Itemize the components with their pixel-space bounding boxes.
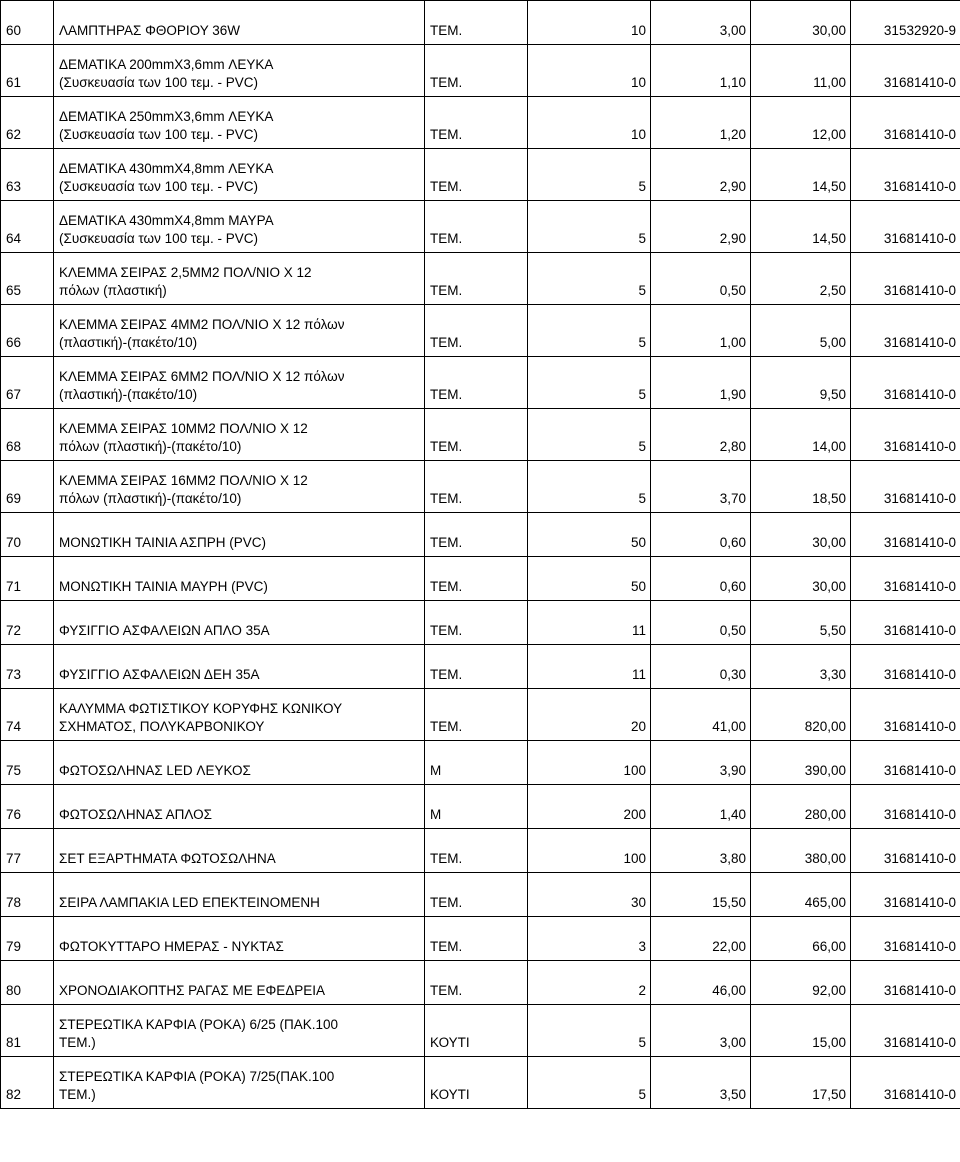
cpv-code-cell: 31681410-0 (851, 741, 960, 785)
row-number: 63 (1, 149, 54, 201)
item-description (54, 305, 425, 357)
table-row (1, 461, 960, 513)
row-number: 61 (1, 45, 54, 97)
total-cell: 18,50 (751, 461, 851, 513)
cpv-code-cell: 31681410-0 (851, 873, 960, 917)
description-line: ΜΟΝΩΤΙΚΗ ΤΑΙΝΙΑ ΜΑΥΡΗ (PVC) (59, 579, 268, 594)
unit-price-cell: 0,30 (651, 645, 751, 689)
description-line: πόλων (πλαστική)-(πακέτο/10) (59, 439, 242, 454)
description-line: (Συσκευασία των 100 τεμ. - PVC) (59, 75, 258, 90)
table-row (1, 785, 960, 829)
unit-cell: ΤΕΜ. (425, 201, 528, 253)
description-line: ΚΛΕΜΜΑ ΣΕΙΡΑΣ 6ΜΜ2 ΠΟΛ/ΝΙΟ Χ 12 πόλων (59, 369, 345, 384)
description-line: ΜΟΝΩΤΙΚΗ ΤΑΙΝΙΑ ΑΣΠΡΗ (PVC) (59, 535, 266, 550)
item-description (54, 785, 425, 829)
table-row (1, 873, 960, 917)
total-cell: 3,30 (751, 645, 851, 689)
total-cell: 12,00 (751, 97, 851, 149)
total-cell: 14,50 (751, 149, 851, 201)
cpv-code-cell: 31681410-0 (851, 785, 960, 829)
table-row (1, 741, 960, 785)
table-row (1, 1057, 960, 1109)
item-description (54, 1, 425, 45)
unit-price-cell: 1,20 (651, 97, 751, 149)
unit-cell: ΚΟΥΤΙ (425, 1005, 528, 1057)
row-number: 68 (1, 409, 54, 461)
table-row (1, 305, 960, 357)
unit-cell: ΤΕΜ. (425, 829, 528, 873)
quantity-cell: 5 (528, 409, 651, 461)
items-table-body (1, 1, 960, 1109)
description-line: ΔΕΜΑΤΙΚΑ 250mmX3,6mm ΛΕΥΚΑ (59, 109, 274, 124)
unit-price-cell: 3,90 (651, 741, 751, 785)
unit-cell: ΤΕΜ. (425, 689, 528, 741)
cpv-code-cell: 31681410-0 (851, 253, 960, 305)
description-line: ΛΑΜΠΤΗΡΑΣ ΦΘΟΡΙΟΥ 36W (59, 23, 240, 38)
unit-price-cell: 15,50 (651, 873, 751, 917)
quantity-cell: 20 (528, 689, 651, 741)
unit-price-cell: 2,80 (651, 409, 751, 461)
cpv-code-cell: 31681410-0 (851, 689, 960, 741)
row-number: 77 (1, 829, 54, 873)
table-row (1, 829, 960, 873)
description-line: ΚΛΕΜΜΑ ΣΕΙΡΑΣ 4ΜΜ2 ΠΟΛ/ΝΙΟ Χ 12 πόλων (59, 317, 345, 332)
unit-price-cell: 0,50 (651, 253, 751, 305)
quantity-cell: 11 (528, 601, 651, 645)
description-line: ΣΧΗΜΑΤΟΣ, ΠΟΛΥΚΑΡΒΟΝΙΚΟΥ (59, 719, 265, 734)
table-row (1, 149, 960, 201)
row-number: 65 (1, 253, 54, 305)
unit-cell: ΤΕΜ. (425, 305, 528, 357)
cpv-code-cell: 31681410-0 (851, 1005, 960, 1057)
description-line: (Συσκευασία των 100 τεμ. - PVC) (59, 179, 258, 194)
quantity-cell: 5 (528, 149, 651, 201)
unit-price-cell: 3,80 (651, 829, 751, 873)
cpv-code-cell: 31681410-0 (851, 305, 960, 357)
unit-cell: Μ (425, 785, 528, 829)
unit-cell: ΤΕΜ. (425, 253, 528, 305)
quantity-cell: 11 (528, 645, 651, 689)
description-line: ΔΕΜΑΤΙΚΑ 430mmX4,8mm ΜΑΥΡΑ (59, 213, 274, 228)
description-line: (πλαστική)-(πακέτο/10) (59, 387, 198, 402)
item-description (54, 201, 425, 253)
cpv-code-cell: 31681410-0 (851, 961, 960, 1005)
unit-cell: ΚΟΥΤΙ (425, 1057, 528, 1109)
unit-price-cell: 1,10 (651, 45, 751, 97)
total-cell: 390,00 (751, 741, 851, 785)
cpv-code-cell: 31681410-0 (851, 1057, 960, 1109)
unit-cell: Μ (425, 741, 528, 785)
item-description (54, 461, 425, 513)
cpv-code-cell: 31681410-0 (851, 409, 960, 461)
quantity-cell: 10 (528, 45, 651, 97)
quantity-cell: 50 (528, 513, 651, 557)
unit-price-cell: 3,50 (651, 1057, 751, 1109)
row-number: 79 (1, 917, 54, 961)
item-description (54, 645, 425, 689)
quantity-cell: 5 (528, 305, 651, 357)
unit-price-cell: 3,00 (651, 1005, 751, 1057)
row-number: 71 (1, 557, 54, 601)
unit-cell: ΤΕΜ. (425, 1, 528, 45)
total-cell: 15,00 (751, 1005, 851, 1057)
quantity-cell: 5 (528, 201, 651, 253)
row-number: 60 (1, 1, 54, 45)
table-row (1, 645, 960, 689)
unit-cell: ΤΕΜ. (425, 461, 528, 513)
total-cell: 280,00 (751, 785, 851, 829)
unit-cell: ΤΕΜ. (425, 409, 528, 461)
item-description (54, 829, 425, 873)
unit-cell: ΤΕΜ. (425, 873, 528, 917)
item-description (54, 253, 425, 305)
cpv-code-cell: 31681410-0 (851, 917, 960, 961)
unit-cell: ΤΕΜ. (425, 917, 528, 961)
cpv-code-cell: 31681410-0 (851, 461, 960, 513)
unit-cell: ΤΕΜ. (425, 97, 528, 149)
total-cell: 465,00 (751, 873, 851, 917)
row-number: 66 (1, 305, 54, 357)
cpv-code-cell: 31681410-0 (851, 645, 960, 689)
item-description (54, 409, 425, 461)
table-row (1, 557, 960, 601)
table-row (1, 689, 960, 741)
description-line: ΣΕΤ ΕΞΑΡΤΗΜΑΤΑ ΦΩΤΟΣΩΛΗΝΑ (59, 851, 276, 866)
quantity-cell: 100 (528, 741, 651, 785)
unit-price-cell: 3,00 (651, 1, 751, 45)
description-line: (Συσκευασία των 100 τεμ. - PVC) (59, 127, 258, 142)
description-line: ΚΛΕΜΜΑ ΣΕΙΡΑΣ 16ΜΜ2 ΠΟΛ/ΝΙΟ Χ 12 (59, 473, 308, 488)
row-number: 81 (1, 1005, 54, 1057)
item-description (54, 741, 425, 785)
item-description (54, 1005, 425, 1057)
row-number: 82 (1, 1057, 54, 1109)
row-number: 62 (1, 97, 54, 149)
description-line: ΦΥΣΙΓΓΙΟ ΑΣΦΑΛΕΙΩΝ ΔΕΗ 35Α (59, 667, 260, 682)
quantity-cell: 10 (528, 1, 651, 45)
unit-price-cell: 1,40 (651, 785, 751, 829)
table-row (1, 1, 960, 45)
total-cell: 5,00 (751, 305, 851, 357)
quantity-cell: 30 (528, 873, 651, 917)
unit-price-cell: 3,70 (651, 461, 751, 513)
description-line: ΚΑΛΥΜΜΑ ΦΩΤΙΣΤΙΚΟΥ ΚΟΡΥΦΗΣ ΚΩΝΙΚΟΥ (59, 701, 343, 716)
cpv-code-cell: 31532920-9 (851, 1, 960, 45)
total-cell: 17,50 (751, 1057, 851, 1109)
row-number: 69 (1, 461, 54, 513)
cpv-code-cell: 31681410-0 (851, 601, 960, 645)
description-line: ΣΕΙΡΑ ΛΑΜΠΑΚΙΑ LED ΕΠΕΚΤΕΙΝΟΜΕΝΗ (59, 895, 320, 910)
row-number: 67 (1, 357, 54, 409)
total-cell: 30,00 (751, 513, 851, 557)
unit-cell: ΤΕΜ. (425, 961, 528, 1005)
total-cell: 5,50 (751, 601, 851, 645)
description-line: ΧΡΟΝΟΔΙΑΚΟΠΤΗΣ ΡΑΓΑΣ ΜΕ ΕΦΕΔΡΕΙΑ (59, 983, 326, 998)
unit-price-cell: 2,90 (651, 149, 751, 201)
total-cell: 14,00 (751, 409, 851, 461)
item-description (54, 149, 425, 201)
description-line: ΔΕΜΑΤΙΚΑ 430mmX4,8mm ΛΕΥΚΑ (59, 161, 274, 176)
table-row (1, 1005, 960, 1057)
total-cell: 380,00 (751, 829, 851, 873)
quantity-cell: 50 (528, 557, 651, 601)
table-row (1, 97, 960, 149)
quantity-cell: 5 (528, 1057, 651, 1109)
cpv-code-cell: 31681410-0 (851, 557, 960, 601)
unit-cell: ΤΕΜ. (425, 357, 528, 409)
item-description (54, 1057, 425, 1109)
unit-price-cell: 22,00 (651, 917, 751, 961)
quantity-cell: 5 (528, 253, 651, 305)
description-line: (πλαστική)-(πακέτο/10) (59, 335, 198, 350)
total-cell: 9,50 (751, 357, 851, 409)
description-line: ΤΕΜ.) (59, 1087, 96, 1102)
row-number: 72 (1, 601, 54, 645)
unit-price-cell: 2,90 (651, 201, 751, 253)
table-row (1, 253, 960, 305)
description-line: πόλων (πλαστική)-(πακέτο/10) (59, 491, 242, 506)
quantity-cell: 2 (528, 961, 651, 1005)
table-row (1, 917, 960, 961)
item-description (54, 961, 425, 1005)
total-cell: 11,00 (751, 45, 851, 97)
unit-cell: ΤΕΜ. (425, 149, 528, 201)
quantity-cell: 5 (528, 461, 651, 513)
description-line: πόλων (πλαστική) (59, 283, 167, 298)
unit-price-cell: 1,90 (651, 357, 751, 409)
row-number: 76 (1, 785, 54, 829)
unit-price-cell: 46,00 (651, 961, 751, 1005)
unit-cell: ΤΕΜ. (425, 601, 528, 645)
unit-price-cell: 41,00 (651, 689, 751, 741)
unit-price-cell: 0,60 (651, 557, 751, 601)
quantity-cell: 200 (528, 785, 651, 829)
table-row (1, 45, 960, 97)
unit-cell: ΤΕΜ. (425, 557, 528, 601)
quantity-cell: 3 (528, 917, 651, 961)
quantity-cell: 5 (528, 357, 651, 409)
item-description (54, 917, 425, 961)
cpv-code-cell: 31681410-0 (851, 513, 960, 557)
total-cell: 14,50 (751, 201, 851, 253)
description-line: ΚΛΕΜΜΑ ΣΕΙΡΑΣ 10ΜΜ2 ΠΟΛ/ΝΙΟ Χ 12 (59, 421, 308, 436)
unit-cell: ΤΕΜ. (425, 645, 528, 689)
item-description (54, 97, 425, 149)
item-description (54, 557, 425, 601)
row-number: 80 (1, 961, 54, 1005)
row-number: 75 (1, 741, 54, 785)
table-row (1, 513, 960, 557)
unit-price-cell: 1,00 (651, 305, 751, 357)
row-number: 70 (1, 513, 54, 557)
item-description (54, 689, 425, 741)
unit-cell: ΤΕΜ. (425, 45, 528, 97)
total-cell: 30,00 (751, 557, 851, 601)
quantity-cell: 10 (528, 97, 651, 149)
description-line: ΚΛΕΜΜΑ ΣΕΙΡΑΣ 2,5ΜΜ2 ΠΟΛ/ΝΙΟ Χ 12 (59, 265, 312, 280)
description-line: (Συσκευασία των 100 τεμ. - PVC) (59, 231, 258, 246)
item-description (54, 513, 425, 557)
table-row (1, 601, 960, 645)
unit-price-cell: 0,60 (651, 513, 751, 557)
description-line: ΔΕΜΑΤΙΚΑ 200mmX3,6mm ΛΕΥΚΑ (59, 57, 274, 72)
cpv-code-cell: 31681410-0 (851, 45, 960, 97)
description-line: ΦΩΤΟΚΥΤΤΑΡΟ ΗΜΕΡΑΣ - ΝΥΚΤΑΣ (59, 939, 284, 954)
item-description (54, 45, 425, 97)
total-cell: 66,00 (751, 917, 851, 961)
table-row (1, 201, 960, 253)
description-line: ΣΤΕΡΕΩΤΙΚΑ ΚΑΡΦΙΑ (ΡΟΚΑ) 7/25(ΠΑΚ.100 (59, 1069, 335, 1084)
row-number: 74 (1, 689, 54, 741)
unit-price-cell: 0,50 (651, 601, 751, 645)
quantity-cell: 100 (528, 829, 651, 873)
description-line: ΦΥΣΙΓΓΙΟ ΑΣΦΑΛΕΙΩΝ ΑΠΛΟ 35Α (59, 623, 270, 638)
table-row (1, 357, 960, 409)
table-row (1, 409, 960, 461)
item-description (54, 601, 425, 645)
row-number: 78 (1, 873, 54, 917)
description-line: ΦΩΤΟΣΩΛΗΝΑΣ ΑΠΛΟΣ (59, 807, 213, 822)
item-description (54, 357, 425, 409)
total-cell: 2,50 (751, 253, 851, 305)
total-cell: 92,00 (751, 961, 851, 1005)
unit-cell: ΤΕΜ. (425, 513, 528, 557)
description-line: ΤΕΜ.) (59, 1035, 96, 1050)
table-row (1, 961, 960, 1005)
description-line: ΣΤΕΡΕΩΤΙΚΑ ΚΑΡΦΙΑ (ΡΟΚΑ) 6/25 (ΠΑΚ.100 (59, 1017, 339, 1032)
row-number: 73 (1, 645, 54, 689)
cpv-code-cell: 31681410-0 (851, 201, 960, 253)
row-number: 64 (1, 201, 54, 253)
cpv-code-cell: 31681410-0 (851, 829, 960, 873)
description-line: ΦΩΤΟΣΩΛΗΝΑΣ LED ΛΕΥΚΟΣ (59, 763, 251, 778)
cpv-code-cell: 31681410-0 (851, 149, 960, 201)
item-description (54, 873, 425, 917)
cpv-code-cell: 31681410-0 (851, 357, 960, 409)
cpv-code-cell: 31681410-0 (851, 97, 960, 149)
total-cell: 30,00 (751, 1, 851, 45)
quantity-cell: 5 (528, 1005, 651, 1057)
total-cell: 820,00 (751, 689, 851, 741)
